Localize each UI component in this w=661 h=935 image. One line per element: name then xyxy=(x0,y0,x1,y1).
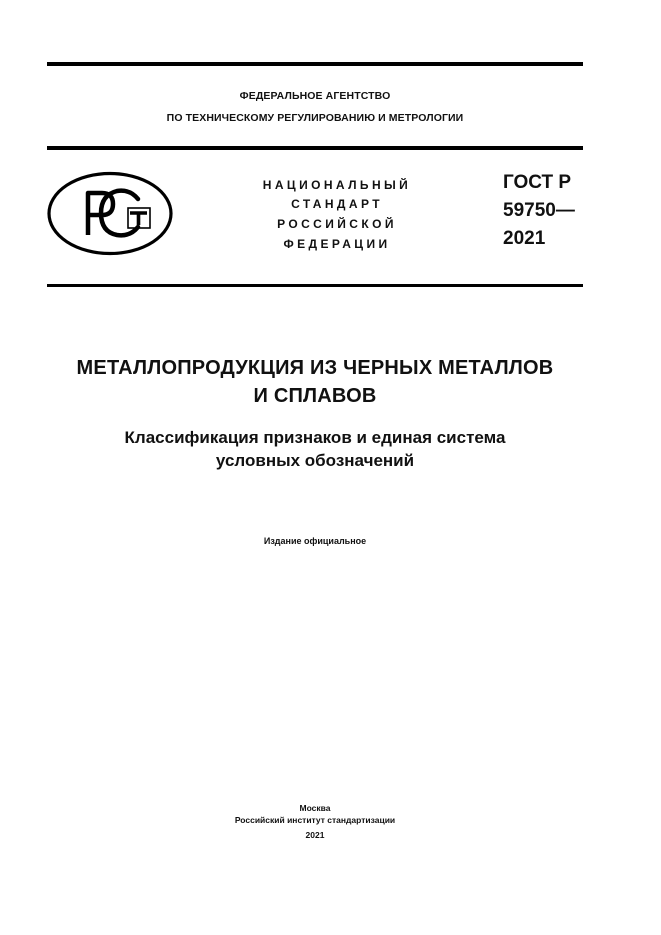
standard-code-line-2: 59750— xyxy=(503,200,575,221)
standard-label-line-1: НАЦИОНАЛЬНЫЙ xyxy=(262,178,412,192)
document-title-line-1: МЕТАЛЛОПРОДУКЦИЯ ИЗ ЧЕРНЫХ МЕТАЛЛОВ xyxy=(76,357,554,379)
agency-name-line-1: ФЕДЕРАЛЬНОЕ АГЕНТСТВО xyxy=(239,90,391,102)
header-bottom-rule xyxy=(47,284,583,287)
rst-mark-icon xyxy=(46,171,174,256)
imprint-publisher: Российский институт стандартизации xyxy=(234,815,396,825)
top-rule xyxy=(47,62,583,66)
standard-label-line-2: СТАНДАРТ xyxy=(291,197,383,211)
agency-name-line-2: ПО ТЕХНИЧЕСКОМУ РЕГУЛИРОВАНИЮ И МЕТРОЛОГИИ xyxy=(166,112,464,124)
document-subtitle-line-1: Классификация признаков и единая система xyxy=(124,428,506,447)
imprint-year: 2021 xyxy=(305,830,325,840)
document-title-line-2: И СПЛАВОВ xyxy=(253,385,377,407)
logo xyxy=(46,171,174,256)
standard-code-line-3: 2021 xyxy=(503,228,546,249)
standard-label-line-3: РОССИЙСКОЙ xyxy=(277,217,397,231)
document-subtitle-line-2: условных обозначений xyxy=(215,451,415,470)
edition-note: Издание официальное xyxy=(263,536,367,546)
standard-code-line-1: ГОСТ Р xyxy=(503,172,572,193)
header-rule xyxy=(47,146,583,150)
standard-label-line-4: ФЕДЕРАЦИИ xyxy=(283,237,391,251)
imprint-city: Москва xyxy=(299,803,331,813)
